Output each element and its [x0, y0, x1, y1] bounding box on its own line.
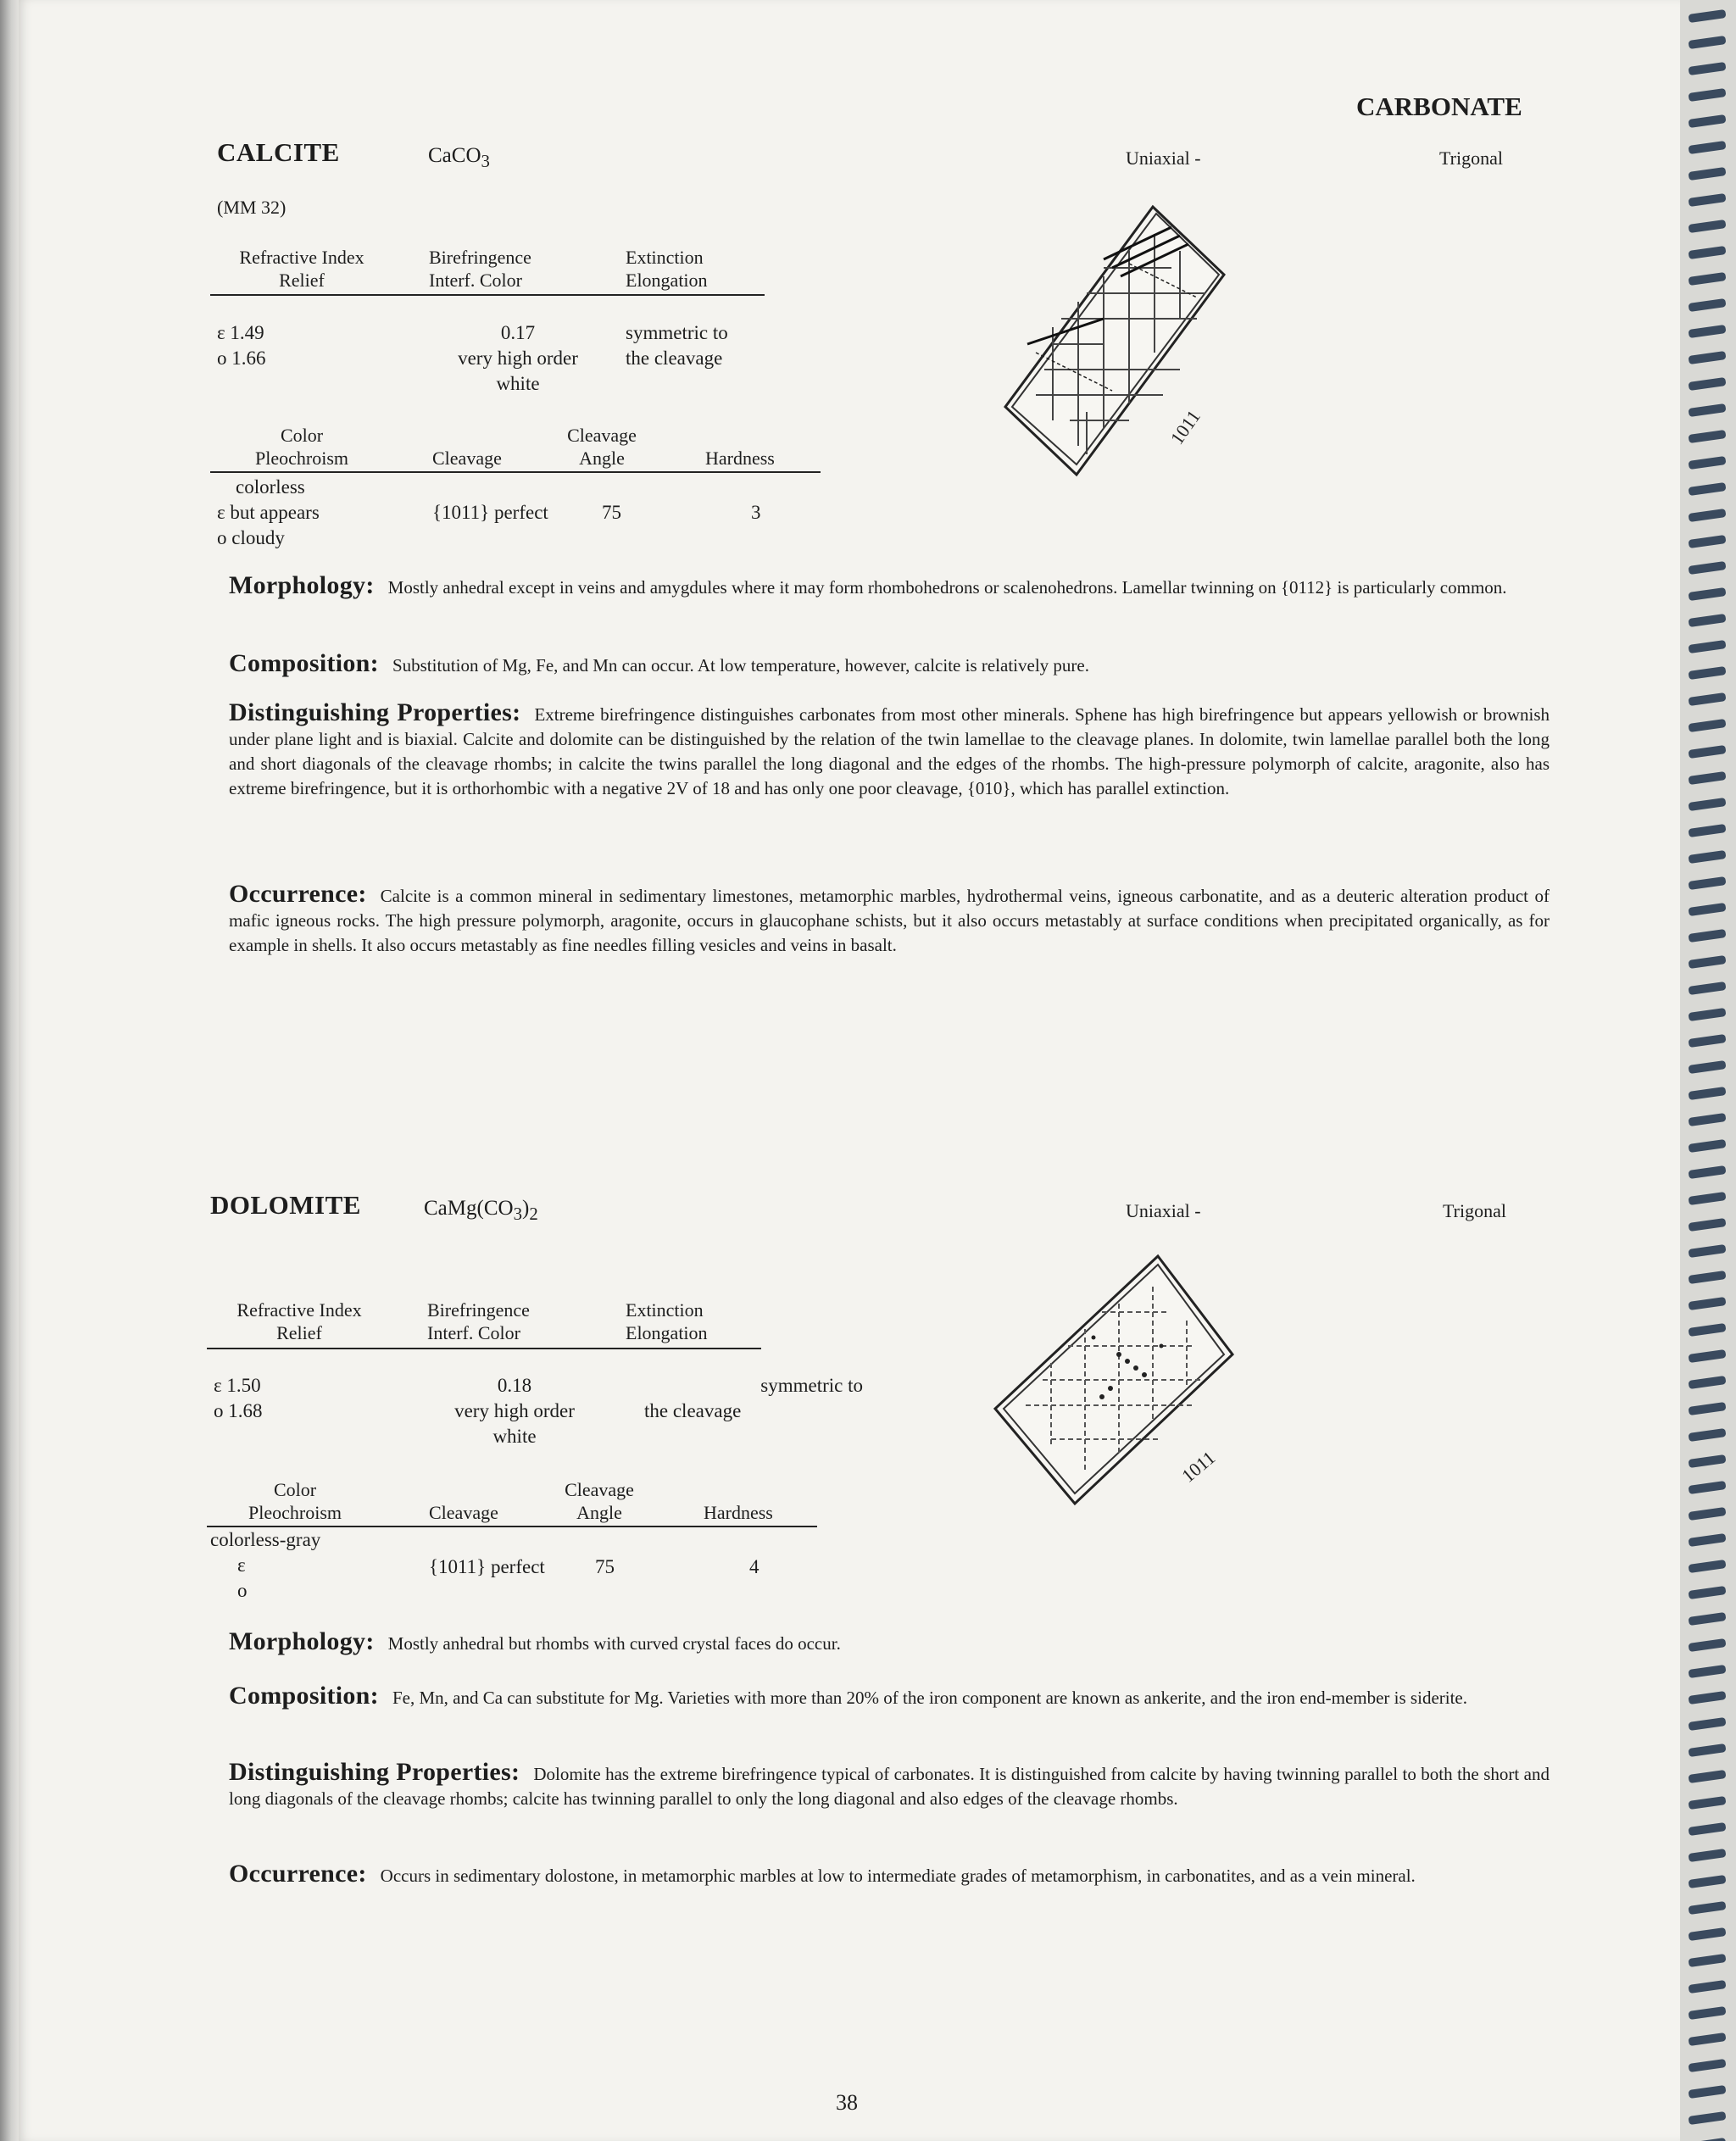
calcite-composition-text: Substitution of Mg, Fe, and Mn can occur. At low temperature, however, calcite is relatively pure. — [392, 655, 1089, 676]
calcite-distinguishing-text: Extreme birefringence distinguishes carbonates from most other minerals. Sphene has high birefringence but appears yellowish or brownish under plane light and is biaxial. Calcite and dolomite can be distinguished by the relation of the twin lamellae to the cleavage planes. In dolomite, twin lamellae parallel both the long and short diagonals of the cleavage rhombs; in calcite the twins parallel the long diagonal and the edges of the rhombs. The high-pressure polymorph of calcite, aragonite, also has extreme birefringence, but it is orthorhombic with a negative 2V of 18 and has only one poor cleavage, {010}, which has parallel extinction. — [229, 704, 1550, 798]
calcite-distinguishing-paragraph — [229, 700, 1550, 801]
dolomite-occurrence-heading: Occurrence: — [229, 1860, 367, 1888]
dolomite-distinguishing-paragraph — [229, 1760, 1550, 1811]
calcite-composition-heading: Composition: — [229, 649, 379, 677]
calcite-hardness-value: 3 — [751, 502, 761, 523]
dolomite-color-values: colorless-gray ε o — [210, 1529, 321, 1601]
calcite-extinction-values: symmetric to the cleavage — [626, 322, 728, 369]
dolomite-biref-header: Birefringence Interf. Color — [427, 1299, 530, 1343]
dolomite-hardness-header: Hardness — [704, 1502, 773, 1523]
calcite-occurrence-paragraph — [229, 881, 1550, 958]
page-number: 38 — [836, 2090, 858, 2115]
dolomite-ri-header: Refractive Index Relief — [236, 1299, 362, 1343]
calcite-distinguishing-heading: Distinguishing Properties: — [229, 698, 521, 726]
dolomite-morphology-paragraph — [229, 1629, 1550, 1656]
dolomite-crystal-illustration — [992, 1253, 1238, 1507]
calcite-composition-paragraph — [229, 651, 1550, 678]
dolomite-distinguishing-heading: Distinguishing Properties: — [229, 1758, 520, 1786]
calcite-morphology-paragraph — [229, 573, 1550, 600]
calcite-occurrence-heading: Occurrence: — [229, 880, 367, 908]
dolomite-biref-values: 0.18 very high order white — [454, 1375, 575, 1447]
dolomite-composition-text: Fe, Mn, and Ca can substitute for Mg. Varieties with more than 20% of the iron component are known as ankerite, and the iron end-member is siderite. — [392, 1688, 1467, 1708]
calcite-figure-label: 1011 — [1166, 406, 1205, 448]
book-spine-shadow — [0, 0, 19, 2141]
calcite-color-values: colorless ε but appears o cloudy — [217, 476, 320, 548]
calcite-title: CALCITE — [217, 137, 340, 167]
dolomite-angle-header: Cleavage Angle — [565, 1479, 634, 1523]
calcite-crystal-illustration — [1002, 200, 1231, 480]
dolomite-composition-paragraph — [229, 1683, 1550, 1710]
calcite-table2-rule — [210, 471, 821, 473]
dolomite-figure-label: 1011 — [1177, 1446, 1220, 1487]
calcite-hardness-header: Hardness — [705, 448, 775, 469]
dolomite-cleavage-value: {1011} perfect — [429, 1556, 545, 1577]
calcite-biref-header: Birefringence Interf. Color — [429, 247, 531, 291]
dolomite-occurrence-text: Occurs in sedimentary dolostone, in metamorphic marbles at low to intermediate grades of metamorphism, in carbonatites, and as a vein mineral. — [380, 1866, 1416, 1886]
dolomite-morphology-text: Mostly anhedral but rhombs with curved crystal faces do occur. — [387, 1633, 841, 1654]
dolomite-extinction-header: Extinction Elongation — [626, 1299, 708, 1343]
calcite-formula-sub: 3 — [481, 151, 490, 171]
dolomite-ri-values: ε 1.50 o 1.68 — [214, 1375, 263, 1421]
dolomite-extinction-values: symmetric to the cleavage — [644, 1375, 863, 1421]
dolomite-crystal-system: Trigonal — [1443, 1200, 1506, 1221]
calcite-morphology-heading: Morphology: — [229, 571, 375, 599]
dolomite-cleavage-header: Cleavage — [429, 1502, 498, 1523]
calcite-angle-value: 75 — [602, 502, 621, 523]
calcite-occurrence-text: Calcite is a common mineral in sedimentary limestones, metamorphic marbles, hydrothermal veins, igneous carbonatite, and as a deuteric alteration product of mafic igneous rocks. The high pressure polymorph, aragonite, occurs in glaucophane schists, but it also occurs metastably at surface conditions when precipitated organically, as for example in shells. It also occurs metastably as fine needles filling vesicles and veins in basalt. — [229, 886, 1550, 955]
spiral-binding — [1680, 0, 1736, 2141]
calcite-specimen: (MM 32) — [217, 197, 287, 218]
calcite-cleavage-header: Cleavage — [432, 448, 502, 469]
calcite-ri-header: Refractive Index Relief — [239, 247, 364, 291]
calcite-morphology-text: Mostly anhedral except in veins and amygdules where it may form rhombohedrons or scalenohedrons. Lamellar twinning on {0112} is particularly common. — [387, 577, 1507, 598]
dolomite-optic-sign: Uniaxial - — [1126, 1200, 1201, 1221]
calcite-cleavage-value: {1011} perfect — [432, 502, 548, 523]
calcite-table1-rule — [210, 294, 765, 296]
calcite-formula — [428, 144, 490, 172]
dolomite-composition-heading: Composition: — [229, 1682, 379, 1710]
dolomite-color-header: Color Pleochroism — [248, 1479, 342, 1523]
dolomite-occurrence-paragraph — [229, 1861, 1550, 1888]
dolomite-table1-rule — [207, 1348, 761, 1349]
calcite-optic-sign: Uniaxial - — [1126, 147, 1201, 169]
calcite-angle-header: Cleavage Angle — [567, 425, 637, 469]
dolomite-formula: $CaMg(CO_3)_2$ — [424, 1197, 538, 1224]
calcite-color-header: Color Pleochroism — [255, 425, 348, 469]
dolomite-morphology-heading: Morphology: — [229, 1627, 375, 1655]
dolomite-hardness-value: 4 — [749, 1556, 760, 1577]
calcite-formula-base: CaCO — [428, 144, 481, 167]
section-title: CARBONATE — [1356, 92, 1522, 121]
dolomite-distinguishing-text: Dolomite has the extreme birefringence typical of carbonates. It is distinguished from calcite by having twinning parallel to both the short and long diagonals of the cleavage rhombs; calcite has twinning parallel to only the long diagonal and also edges of the cleavage rhombs. — [229, 1764, 1550, 1809]
calcite-biref-values: 0.17 very high order white — [458, 322, 578, 394]
dolomite-angle-value: 75 — [595, 1556, 615, 1577]
calcite-extinction-header: Extinction Elongation — [626, 247, 708, 291]
dolomite-title: DOLOMITE — [210, 1190, 361, 1220]
page — [19, 0, 1680, 2141]
calcite-crystal-system: Trigonal — [1439, 147, 1503, 169]
calcite-ri-values: ε 1.49 o 1.66 — [217, 322, 266, 369]
